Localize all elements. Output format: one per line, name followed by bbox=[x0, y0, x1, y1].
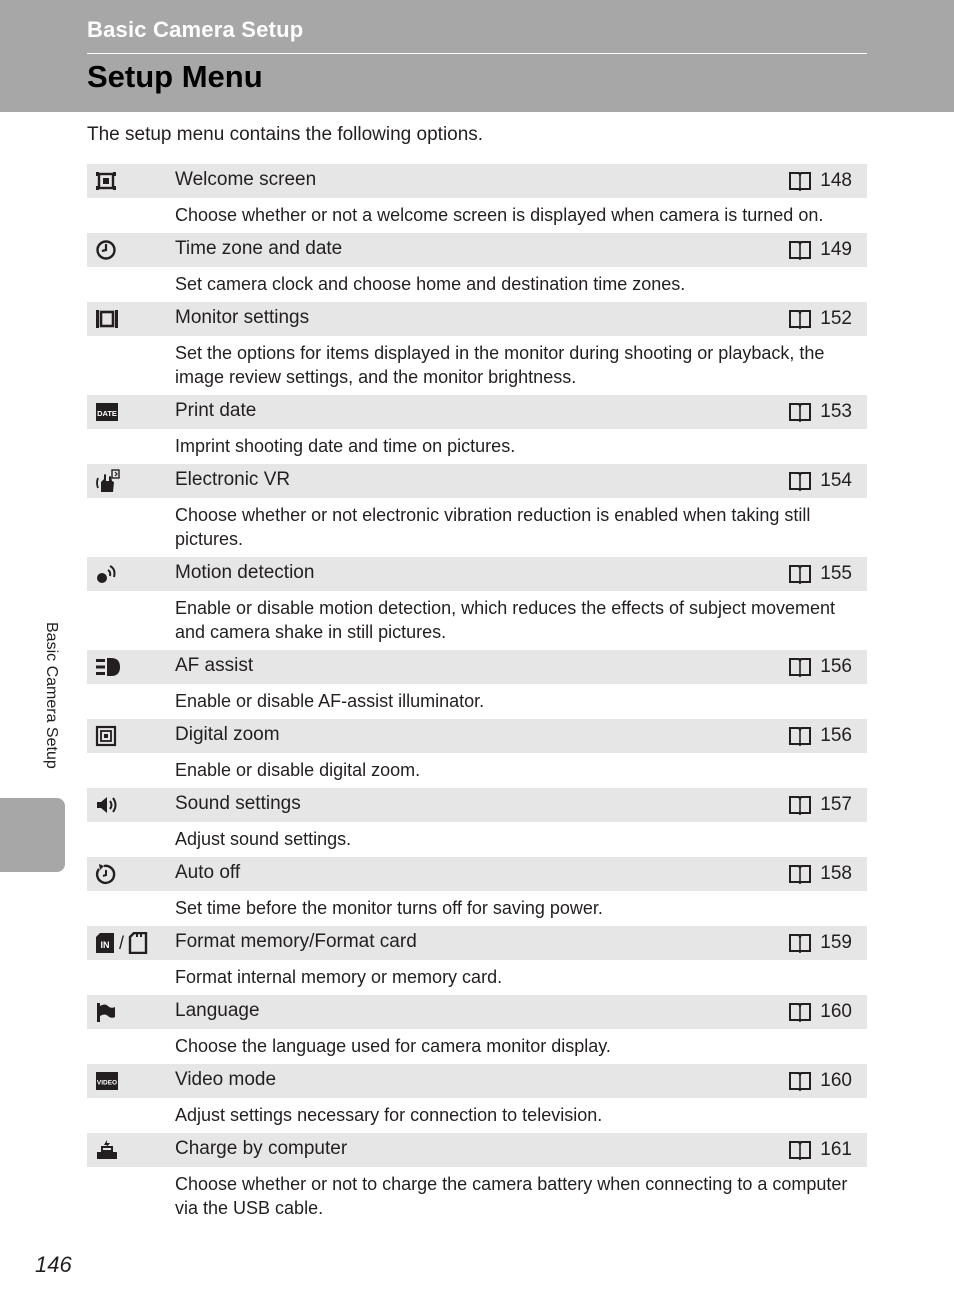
page-number-ref: 158 bbox=[820, 863, 852, 884]
date-icon bbox=[95, 400, 119, 424]
book-icon bbox=[788, 171, 812, 191]
page-reference[interactable] bbox=[788, 863, 852, 885]
option-row-welcome-screen bbox=[87, 164, 867, 198]
page-number-ref: 156 bbox=[820, 725, 852, 746]
option-description: Enable or disable motion detection, which reduces the effects of subject movement and camera shake in still pictures. bbox=[175, 598, 836, 642]
page-number-ref: 154 bbox=[820, 470, 852, 491]
option-row-time-zone-and-date bbox=[87, 233, 867, 267]
monitor-icon bbox=[95, 307, 119, 331]
book-icon bbox=[788, 402, 812, 422]
option-description: Adjust settings necessary for connection to television. bbox=[175, 1105, 603, 1125]
page-reference[interactable] bbox=[788, 794, 852, 816]
charge-by-computer-icon bbox=[95, 1138, 119, 1162]
page-number-ref: 149 bbox=[820, 239, 852, 260]
digital-zoom-icon bbox=[95, 724, 117, 748]
date-icon-text: DATE bbox=[97, 409, 117, 418]
language-icon bbox=[95, 1000, 117, 1024]
page-reference[interactable] bbox=[788, 239, 852, 261]
option-label: Video mode bbox=[175, 1069, 277, 1090]
option-row-sound-settings bbox=[87, 788, 867, 822]
option-row-charge-by-computer bbox=[87, 1133, 867, 1167]
option-label: Electronic VR bbox=[175, 469, 291, 490]
option-row-af-assist bbox=[87, 650, 867, 684]
book-icon bbox=[788, 240, 812, 260]
page-number-ref: 153 bbox=[820, 401, 852, 422]
vibration-reduction-icon bbox=[95, 469, 121, 493]
auto-off-icon bbox=[95, 862, 117, 886]
book-icon bbox=[788, 657, 812, 677]
book-icon bbox=[788, 864, 812, 884]
page-title: Setup Menu bbox=[87, 59, 263, 94]
book-icon bbox=[788, 1140, 812, 1160]
side-chapter-label: Basic Camera Setup bbox=[43, 622, 60, 769]
book-icon bbox=[788, 726, 812, 746]
page-reference[interactable] bbox=[788, 563, 852, 585]
option-label: Time zone and date bbox=[175, 238, 343, 259]
book-icon bbox=[788, 795, 812, 815]
page-number-ref: 157 bbox=[820, 794, 852, 815]
video-icon-text: VIDEO bbox=[96, 1079, 118, 1087]
icon-separator: / bbox=[119, 932, 125, 953]
clock-icon bbox=[95, 238, 117, 262]
option-label: Language bbox=[175, 1000, 260, 1021]
page-reference[interactable] bbox=[788, 470, 852, 492]
option-description: Choose whether or not to charge the camera battery when connecting to a computer via the USB cable. bbox=[175, 1174, 848, 1218]
option-description: Set time before the monitor turns off for saving power. bbox=[175, 898, 603, 918]
header-divider bbox=[87, 53, 867, 54]
sound-icon bbox=[95, 793, 119, 817]
option-row-format-memory bbox=[87, 926, 867, 960]
page-reference[interactable] bbox=[788, 401, 852, 423]
page-reference[interactable] bbox=[788, 1139, 852, 1161]
option-label: Welcome screen bbox=[175, 169, 317, 190]
option-label: Format memory/Format card bbox=[175, 931, 417, 952]
page-reference[interactable] bbox=[788, 656, 852, 678]
option-description: Adjust sound settings. bbox=[175, 829, 352, 849]
page-reference[interactable] bbox=[788, 1001, 852, 1023]
page-number-ref: 156 bbox=[820, 656, 852, 677]
page-number-ref: 161 bbox=[820, 1139, 852, 1160]
page-reference[interactable] bbox=[788, 725, 852, 747]
book-icon bbox=[788, 933, 812, 953]
book-icon bbox=[788, 1071, 812, 1091]
option-description: Enable or disable digital zoom. bbox=[175, 760, 421, 780]
intro-text: The setup menu contains the following options. bbox=[87, 124, 484, 145]
option-label: Motion detection bbox=[175, 562, 315, 583]
internal-memory-icon-text: IN bbox=[100, 940, 110, 950]
setup-options-table bbox=[87, 164, 867, 1226]
option-description: Enable or disable AF-assist illuminator. bbox=[175, 691, 485, 711]
option-label: Charge by computer bbox=[175, 1138, 348, 1159]
option-description: Format internal memory or memory card. bbox=[175, 967, 503, 987]
option-label: Monitor settings bbox=[175, 307, 310, 328]
option-label: Sound settings bbox=[175, 793, 301, 814]
option-description: Set the options for items displayed in the monitor during shooting or playback, the image review settings, and the monitor brightness. bbox=[175, 343, 825, 387]
page-number-ref: 160 bbox=[820, 1070, 852, 1091]
option-description: Choose whether or not electronic vibration reduction is enabled when taking still pictures. bbox=[175, 505, 811, 549]
page-number: 146 bbox=[35, 1252, 72, 1277]
page-reference[interactable] bbox=[788, 1070, 852, 1092]
page-number-ref: 155 bbox=[820, 563, 852, 584]
page-reference[interactable] bbox=[788, 308, 852, 330]
option-row-motion-detection bbox=[87, 557, 867, 591]
internal-memory-icon bbox=[95, 932, 115, 954]
option-row-digital-zoom bbox=[87, 719, 867, 753]
page-number-ref: 152 bbox=[820, 308, 852, 329]
page-number-ref: 148 bbox=[820, 170, 852, 191]
page-number-ref: 159 bbox=[820, 932, 852, 953]
option-description: Imprint shooting date and time on pictures. bbox=[175, 436, 516, 456]
video-mode-icon bbox=[95, 1069, 119, 1093]
motion-detection-icon bbox=[95, 562, 119, 586]
format-memory-icon bbox=[95, 931, 148, 955]
section-title: Basic Camera Setup bbox=[87, 17, 304, 42]
option-row-language bbox=[87, 995, 867, 1029]
option-row-electronic-vr bbox=[87, 464, 867, 498]
option-row-video-mode bbox=[87, 1064, 867, 1098]
option-row-print-date bbox=[87, 395, 867, 429]
page-header bbox=[0, 0, 954, 112]
page-reference[interactable] bbox=[788, 170, 852, 192]
chapter-tab bbox=[0, 798, 65, 872]
book-icon bbox=[788, 309, 812, 329]
page-reference[interactable] bbox=[788, 932, 852, 954]
option-label: Auto off bbox=[175, 862, 241, 883]
option-label: AF assist bbox=[175, 655, 254, 676]
book-icon bbox=[788, 564, 812, 584]
option-row-monitor-settings bbox=[87, 302, 867, 336]
book-icon bbox=[788, 471, 812, 491]
option-description: Choose the language used for camera monitor display. bbox=[175, 1036, 611, 1056]
page-number-ref: 160 bbox=[820, 1001, 852, 1022]
option-description: Set camera clock and choose home and destination time zones. bbox=[175, 274, 686, 294]
af-assist-icon bbox=[95, 655, 121, 679]
book-icon bbox=[788, 1002, 812, 1022]
option-row-auto-off bbox=[87, 857, 867, 891]
option-label: Digital zoom bbox=[175, 724, 280, 745]
option-description: Choose whether or not a welcome screen is displayed when camera is turned on. bbox=[175, 205, 824, 225]
memory-card-icon bbox=[128, 932, 148, 954]
welcome-screen-icon bbox=[95, 169, 117, 193]
option-label: Print date bbox=[175, 400, 257, 421]
